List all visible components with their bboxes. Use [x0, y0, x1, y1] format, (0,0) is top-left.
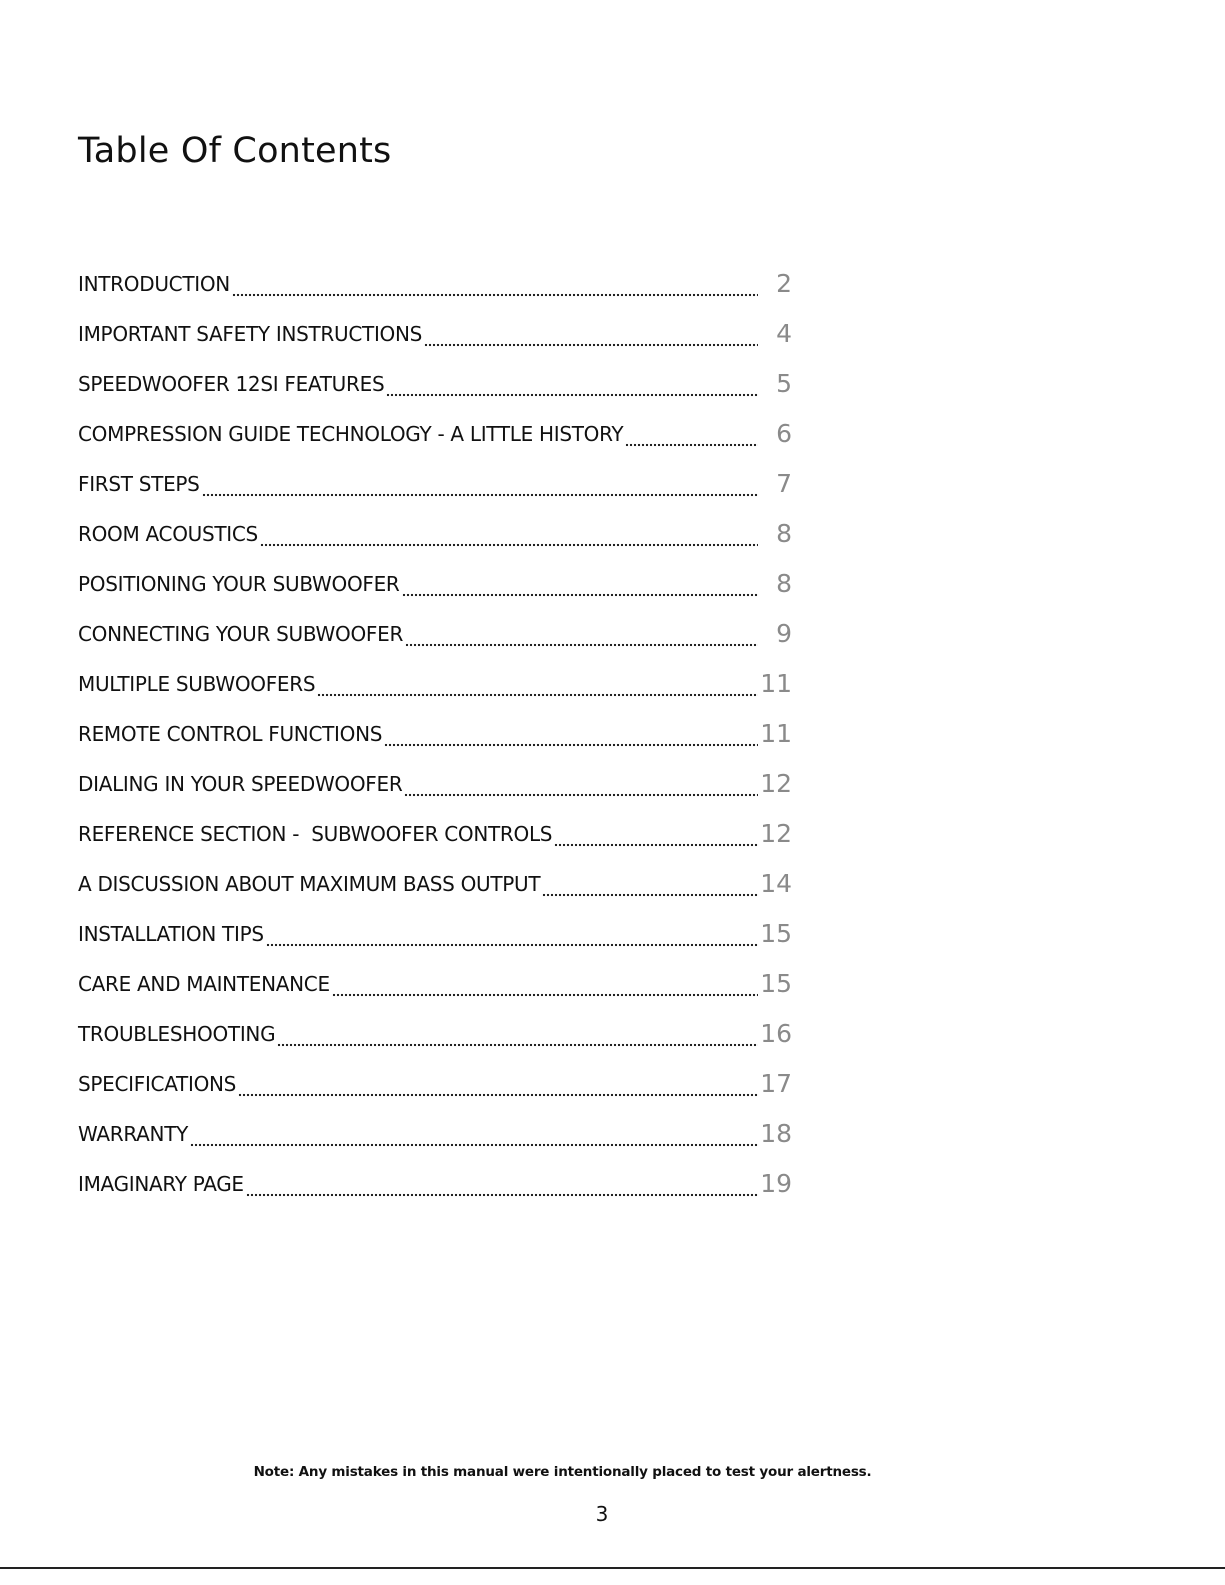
dot-leader: [202, 465, 758, 503]
toc-entry-page: 14: [760, 869, 792, 898]
dot-leader: [246, 1165, 758, 1203]
toc-entry-page: 8: [776, 519, 792, 548]
toc-entry-page: 8: [776, 569, 792, 598]
dot-leader: [266, 915, 758, 953]
dot-leader: [402, 565, 758, 603]
toc-entry-introduction: [78, 253, 792, 303]
toc-entry-label: INTRODUCTION: [78, 272, 230, 296]
toc-entry-label: POSITIONING YOUR SUBWOOFER: [78, 572, 400, 596]
toc-entry-maximum-bass: [78, 853, 792, 903]
toc-entry-care-maintenance: [78, 953, 792, 1003]
toc-entry-page: 15: [760, 919, 792, 948]
toc-entry-label: WARRANTY: [78, 1122, 189, 1146]
toc-entry-page: 17: [760, 1069, 792, 1098]
dot-leader: [190, 1115, 758, 1153]
toc-entry-label: COMPRESSION GUIDE TECHNOLOGY - A LITTLE HISTORY: [78, 422, 624, 446]
toc-entry-label: INSTALLATION TIPS: [78, 922, 264, 946]
toc-entry-compression-guide: [78, 403, 792, 453]
toc-entry-label: CARE AND MAINTENANCE: [78, 972, 330, 996]
dot-leader: [404, 765, 758, 803]
toc-entry-page: 2: [776, 269, 792, 298]
page-number: 3: [595, 1502, 609, 1526]
dot-leader: [554, 815, 758, 853]
toc-entry-safety-instructions: [78, 303, 792, 353]
toc-entry-page: 7: [776, 469, 792, 498]
dot-leader: [317, 665, 758, 703]
toc-entry-features: [78, 353, 792, 403]
toc-entry-page: 11: [760, 719, 792, 748]
dot-leader: [542, 865, 758, 903]
toc-entry-connecting: [78, 603, 792, 653]
toc-entry-first-steps: [78, 453, 792, 503]
toc-entry-page: 12: [760, 769, 792, 798]
toc-entry-page: 11: [760, 669, 792, 698]
toc-entry-label: ROOM ACOUSTICS: [78, 522, 258, 546]
toc-entry-label: REMOTE CONTROL FUNCTIONS: [78, 722, 383, 746]
toc-entry-page: 15: [760, 969, 792, 998]
toc-entry-label: CONNECTING YOUR SUBWOOFER: [78, 622, 404, 646]
toc-entry-label: SPECIFICATIONS: [78, 1072, 237, 1096]
toc-entry-imaginary-page: [78, 1153, 792, 1203]
toc-entry-room-acoustics: [78, 503, 792, 553]
page-title: Table Of Contents: [78, 131, 392, 171]
toc-entry-page: 4: [776, 319, 792, 348]
toc-entry-label: TROUBLESHOOTING: [78, 1022, 276, 1046]
toc-entry-page: 19: [760, 1169, 792, 1198]
toc-entry-installation-tips: [78, 903, 792, 953]
footer-note: Note: Any mistakes in this manual were intentionally placed to test your alertness.: [253, 1464, 872, 1480]
toc-entry-remote-control: [78, 703, 792, 753]
toc-entry-positioning: [78, 553, 792, 603]
toc-entry-label: FIRST STEPS: [78, 472, 200, 496]
toc-entry-page: 6: [776, 419, 792, 448]
dot-leader: [332, 965, 758, 1003]
toc-entry-page: 12: [760, 819, 792, 848]
toc-entry-label: DIALING IN YOUR SPEEDWOOFER: [78, 772, 403, 796]
toc-entry-page: 16: [760, 1019, 792, 1048]
toc-entry-page: 18: [760, 1119, 792, 1148]
dot-leader: [424, 315, 758, 353]
dot-leader: [625, 415, 758, 453]
toc-entry-dialing-in: [78, 753, 792, 803]
dot-leader: [260, 515, 758, 553]
bottom-rule: [0, 1567, 1225, 1569]
dot-leader: [384, 715, 758, 753]
toc-entry-warranty: [78, 1103, 792, 1153]
toc-entry-label: SPEEDWOOFER 12SI FEATURES: [78, 372, 385, 396]
dot-leader: [232, 265, 758, 303]
dot-leader: [238, 1065, 758, 1103]
toc-entry-label: A DISCUSSION ABOUT MAXIMUM BASS OUTPUT: [78, 872, 541, 896]
toc-entry-label: MULTIPLE SUBWOOFERS: [78, 672, 316, 696]
table-of-contents: [78, 253, 792, 1203]
dot-leader: [386, 365, 758, 403]
toc-entry-label: IMAGINARY PAGE: [78, 1172, 244, 1196]
toc-entry-page: 9: [776, 619, 792, 648]
dot-leader: [277, 1015, 758, 1053]
toc-entry-specifications: [78, 1053, 792, 1103]
toc-entry-multiple-subwoofers: [78, 653, 792, 703]
toc-entry-reference-section: [78, 803, 792, 853]
toc-entry-troubleshooting: [78, 1003, 792, 1053]
toc-entry-label: REFERENCE SECTION - SUBWOOFER CONTROLS: [78, 822, 553, 846]
toc-entry-label: IMPORTANT SAFETY INSTRUCTIONS: [78, 322, 423, 346]
toc-entry-page: 5: [776, 369, 792, 398]
dot-leader: [405, 615, 758, 653]
